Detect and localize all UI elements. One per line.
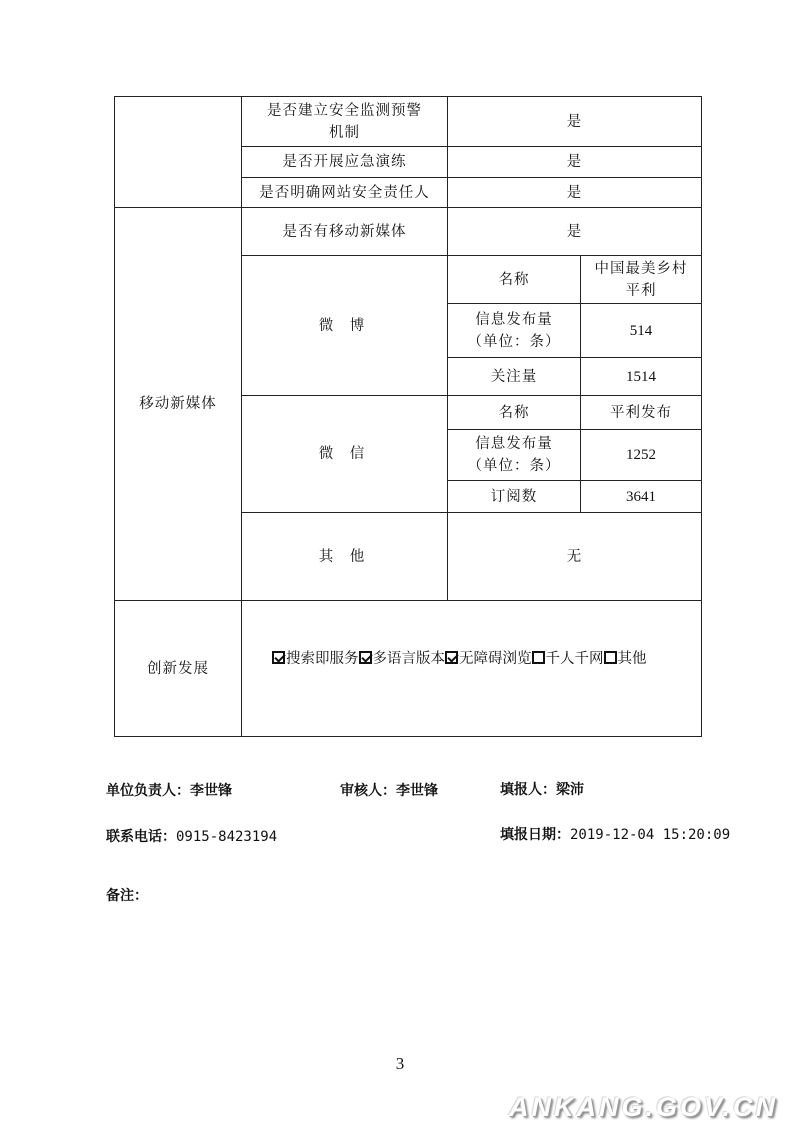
date-label: 填报日期： xyxy=(500,827,570,843)
wechat-posts-label: 信息发布量 （单位：条） xyxy=(467,436,561,474)
security-warning-label: 是否建立安全监测预警 机制 xyxy=(267,102,422,141)
innovation-option-search: 搜索即服务 xyxy=(286,650,359,667)
weibo-name-label: 名称 xyxy=(498,271,530,288)
reviewer-label: 审核人： xyxy=(340,783,396,799)
innovation-label: 创新发展 xyxy=(147,660,209,677)
checkbox-checked-icon xyxy=(359,651,372,664)
leader-label: 单位负责人： xyxy=(106,783,190,799)
checkbox-checked-icon xyxy=(272,651,285,664)
remarks-label: 备注： xyxy=(106,888,148,904)
mobile-media-section-label: 移动新媒体 xyxy=(139,396,217,412)
wechat-subscribers-value: 3641 xyxy=(626,488,656,505)
other-label: 其 他 xyxy=(318,548,371,565)
wechat-label: 微 信 xyxy=(318,446,371,462)
filler-line xyxy=(500,779,584,799)
weibo-posts-label: 信息发布量 （单位：条） xyxy=(467,311,561,350)
weibo-posts-value: 514 xyxy=(629,322,653,339)
leader-value: 李世锋 xyxy=(190,783,232,799)
phone-value: 0915-8423194 xyxy=(176,829,278,845)
filler-label: 填报人： xyxy=(500,782,556,798)
phone-line xyxy=(106,826,277,846)
page-number: 3 xyxy=(395,1054,405,1073)
innovation-option-other: 其他 xyxy=(617,650,647,667)
other-value: 无 xyxy=(566,548,583,565)
reviewer-line xyxy=(340,780,438,800)
watermark-logo: ANKANG.GOV.CN xyxy=(508,1092,778,1122)
date-line xyxy=(500,824,730,844)
checkbox-checked-icon xyxy=(445,651,458,664)
has-mobile-media-label: 是否有移动新媒体 xyxy=(282,223,407,240)
security-person-value: 是 xyxy=(566,184,583,201)
date-value: 2019-12-04 15:20:09 xyxy=(570,827,731,843)
innovation-option-multilingual: 多语言版本 xyxy=(372,650,445,667)
has-mobile-media-value: 是 xyxy=(566,223,583,240)
filler-value: 梁沛 xyxy=(556,782,584,798)
innovation-option-personalized: 千人千网 xyxy=(545,650,604,667)
reviewer-value: 李世锋 xyxy=(396,783,438,799)
checkbox-empty-icon xyxy=(604,651,617,664)
phone-label: 联系电话： xyxy=(106,829,176,845)
weibo-label: 微 博 xyxy=(318,317,371,334)
checkbox-empty-icon xyxy=(532,651,545,664)
security-person-label: 是否明确网站安全责任人 xyxy=(259,184,430,201)
leader-line xyxy=(106,780,232,800)
weibo-followers-value: 1514 xyxy=(626,368,656,385)
emergency-drill-label: 是否开展应急演练 xyxy=(282,154,407,170)
wechat-posts-value: 1252 xyxy=(626,447,656,463)
wechat-name-value: 平利发布 xyxy=(610,404,672,421)
wechat-subscribers-label: 订阅数 xyxy=(490,488,538,505)
innovation-option-accessibility: 无障碍浏览 xyxy=(459,650,532,667)
wechat-name-label: 名称 xyxy=(498,404,530,421)
security-warning-value: 是 xyxy=(566,113,583,130)
emergency-drill-value: 是 xyxy=(566,154,583,170)
weibo-name-value: 中国最美乡村 平利 xyxy=(594,260,688,299)
weibo-followers-label: 关注量 xyxy=(490,368,538,385)
innovation-options xyxy=(272,646,647,668)
